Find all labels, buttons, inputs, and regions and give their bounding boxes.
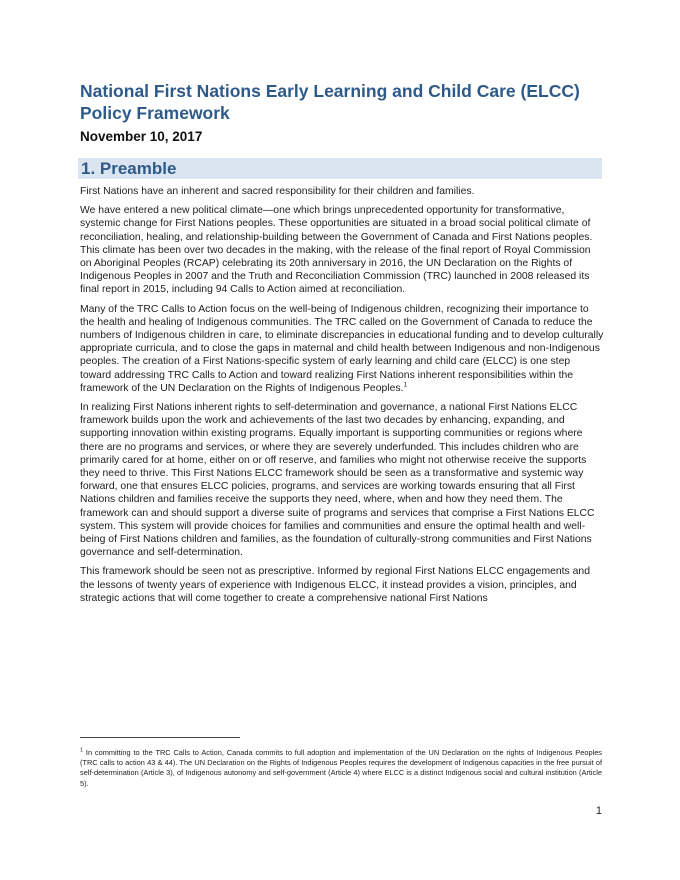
paragraph: This framework should be seen not as prescriptive. Informed by regional First Nations ELCC engagements and the lessons of twenty years of experience with Indigenous ELCC, it instead provides a vision, principles, and strategic actions that will come together to create a comprehensive national First Nations bbox=[80, 566, 590, 604]
paragraph bbox=[80, 303, 604, 395]
paragraph: In realizing First Nations inherent rights to self-determination and governance, a national First Nations ELCC framework builds upon the work and achievements of the last two decades by enhancing, expanding, and supporting innovation within existing programs. Equally important is supporting communities or regions where there are no programs and services, or where they are severely underfunded. This includes children who are primarily cared for at home, either on or off reserve, and families who might not otherwise receive the supports they need to thrive. This First Nations ELCC framework should be seen as a transformative and systemic way forward, one that ensures ELCC policies, programs, and services are working towards ensuring that all First Nations children and families receive the supports they need, where, when and how they need them. The framework can and should support a diverse suite of programs and services that comprise a First Nations ELCC system. This system will provide choices for families and communities and ensure the optimal health and well-being of First Nations children and families, as the foundation of culturally-strong communities and First Nations governance and self-determination. bbox=[80, 402, 595, 559]
footnote-reference[interactable]: 1 bbox=[403, 381, 408, 389]
footnote bbox=[80, 748, 602, 789]
footnote-number: 1 bbox=[80, 747, 84, 754]
document-title: National First Nations Early Learning and Child Care (ELCC) Policy Framework bbox=[80, 81, 580, 123]
section-body bbox=[80, 185, 604, 611]
footnote-separator bbox=[80, 737, 240, 738]
paragraph: We have entered a new political climate—one which brings unprecedented opportunity for transformative, systemic change for First Nations peoples. These opportunities are situated in a broad social political climate of reconciliation, healing, and relationship-building between the Government of Canada and First Nations peoples. This climate has been over two decades in the making, with the release of the final report of Royal Commission on Aboriginal Peoples (RCAP) celebrating its 20th anniversary in 2016, the UN Declaration on the Rights of Indigenous Peoples in 2007 and the Truth and Reconciliation Commission (TRC) launched in 2008 released its final report in 2015, including 94 Calls to Action aimed at reconciliation. bbox=[80, 205, 593, 296]
page-number: 1 bbox=[595, 805, 602, 817]
paragraph-text: Many of the TRC Calls to Action focus on the well-being of Indigenous children, recognizing their importance to the health and healing of Indigenous communities. The TRC called on the Government of Canada to reduce the numbers of Indigenous children in care, to eliminate discrepancies in educational funding and to develop culturally appropriate curricula, and to close the gaps in maternal and child health between Indigenous and non-Indigenous peoples. The creation of a First Nations-specific system of early learning and child care (ELCC) is one step toward addressing TRC Calls to Action and toward realizing First Nations inherent responsibilities within the framework of the UN Declaration on the Rights of Indigenous Peoples. bbox=[80, 303, 604, 394]
section-heading: 1. Preamble bbox=[81, 159, 177, 178]
document-date: November 10, 2017 bbox=[80, 129, 203, 144]
paragraph: First Nations have an inherent and sacred responsibility for their children and families. bbox=[80, 186, 475, 197]
footnote-text: In committing to the TRC Calls to Action, Canada commits to full adoption and implementation of the UN Declaration on the rights of Indigenous Peoples (TRC calls to action 43 & 44). The UN Declaration on the Rights of Indigenous Peoples requires the development of Indigenous capacities in the free pursuit of self-determination (Article 3), of Indigenous autonomy and self-government (Article 4) where ELCC is a distinct Indigenous social and cultural institution (Article 5). bbox=[80, 748, 602, 788]
